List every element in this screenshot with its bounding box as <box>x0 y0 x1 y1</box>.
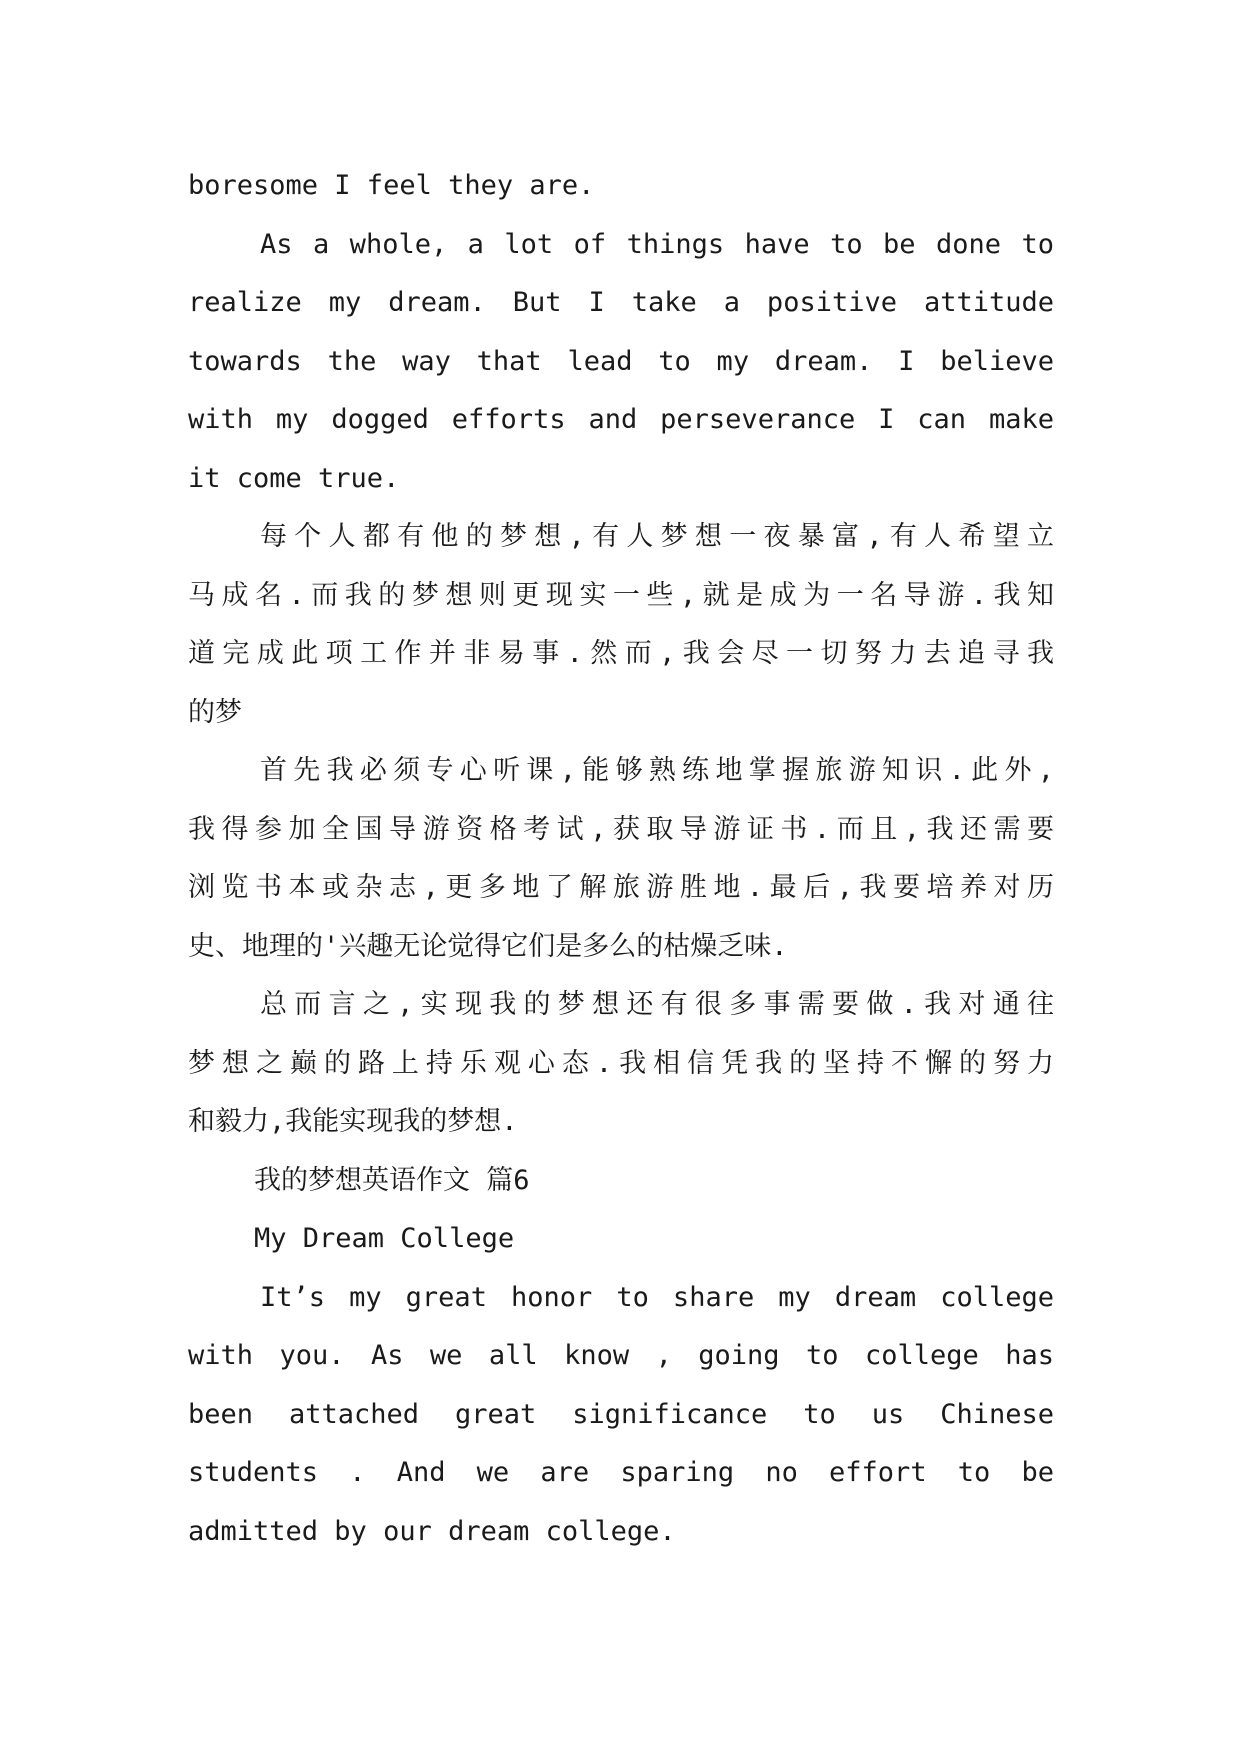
text-line: 史、地理的'兴趣无论觉得它们是多么的枯燥乏味. <box>188 930 788 962</box>
text-line: students . And we are sparing no effort to be <box>188 1457 1054 1488</box>
text-line: 道完成此项工作并非易事.然而,我会尽一切努力去追寻我 <box>188 638 1054 669</box>
text-line: been attached great significance to us Chinese <box>188 1398 1054 1430</box>
text-line: 梦想之巅的路上持乐观心态.我相信凭我的坚持不懈的努力 <box>188 1047 1054 1079</box>
text-line: 和毅力,我能实现我的梦想. <box>188 1106 518 1137</box>
text-line: 首先我必须专心听课,能够熟练地掌握旅游知识.此外, <box>260 755 1054 786</box>
text-line: admitted by our dream college. <box>188 1515 676 1547</box>
text-line: 每个人都有他的梦想,有人梦想一夜暴富,有人希望立 <box>260 521 1054 552</box>
section-heading: 我的梦想英语作文 篇6 <box>254 1164 530 1196</box>
text-line: 我得参加全国导游资格考试,获取导游证书.而且,我还需要 <box>188 813 1054 845</box>
text-line: 马成名.而我的梦想则更现实一些,就是成为一名导游.我知 <box>188 579 1054 611</box>
text-line: 的梦 <box>188 696 242 728</box>
text-line: 浏览书本或杂志,更多地了解旅游胜地.最后,我要培养对历 <box>188 872 1054 903</box>
essay-title: My Dream College <box>254 1223 515 1254</box>
text-line: It’s my great honor to share my dream college <box>260 1281 1054 1313</box>
text-line: boresome I feel they are. <box>188 170 595 201</box>
text-line: 总而言之,实现我的梦想还有很多事需要做.我对通往 <box>260 989 1054 1020</box>
document-body <box>188 157 1054 1561</box>
text-line: it come true. <box>188 462 400 494</box>
text-line: with you. As we all know , going to college has <box>188 1340 1054 1371</box>
text-line: realize my dream. But I take a positive attitude <box>188 287 1054 318</box>
text-line: with my dogged efforts and perseverance I can make <box>188 404 1054 435</box>
text-line: towards the way that lead to my dream. I believe <box>188 345 1054 377</box>
text-line: As a whole, a lot of things have to be done to <box>260 228 1054 260</box>
